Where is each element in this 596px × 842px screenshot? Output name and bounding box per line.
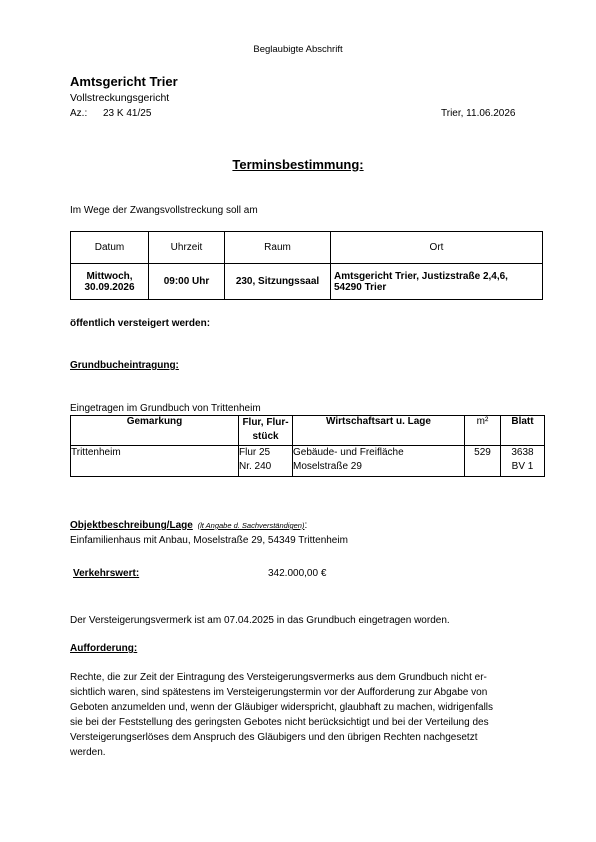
court-department: Vollstreckungsgericht <box>70 92 170 104</box>
header-blatt: Blatt <box>501 416 545 446</box>
object-note-suffix: : <box>304 520 308 531</box>
appointment-place <box>331 264 543 300</box>
request-paragraph <box>70 670 530 760</box>
appointment-place-line2: 54290 Trier <box>334 281 387 293</box>
auction-note: Der Versteigerungsvermerk ist am 07.04.2025 in das Grundbuch eingetragen worden. <box>70 615 450 626</box>
header-flur-line1: Flur, Flur- <box>242 417 289 428</box>
place-date: Trier, 11.06.2026 <box>441 108 516 119</box>
header-time: Uhrzeit <box>149 232 225 264</box>
appointment-header-row <box>71 232 543 264</box>
land-header-row <box>71 416 545 446</box>
request-line: sie bei der Feststellung des geringsten Gebotes nicht berücksichtigt und bei der Verteilung des <box>70 717 489 728</box>
appointment-weekday: Mittwoch, <box>86 270 133 282</box>
header-flur-line2: stück <box>252 431 279 442</box>
flur-line2: Nr. 240 <box>239 461 272 472</box>
flur-cell <box>239 446 293 477</box>
land-register-heading: Grundbucheintragung: <box>70 360 179 371</box>
file-number-label: Az.: <box>70 108 88 119</box>
header-place: Ort <box>331 232 543 264</box>
header-flur <box>239 416 293 446</box>
request-line: Rechte, die zur Zeit der Eintragung des Versteigerungsvermerks aus dem Grundbuch nicht er- <box>70 672 487 683</box>
appointment-date-value: 30.09.2026 <box>84 281 135 293</box>
market-value-label: Verkehrswert: <box>73 568 140 579</box>
wirtschaftsart-line1: Gebäude- und Freifläche <box>293 447 404 458</box>
appointment-table <box>70 231 543 300</box>
appointment-date <box>71 264 149 300</box>
header-wirtschaftsart: Wirtschaftsart u. Lage <box>293 416 465 446</box>
land-register-table <box>70 415 545 477</box>
object-note: (lt Angabe d. Sachverständigen) <box>197 521 305 530</box>
land-register-intro: Eingetragen im Grundbuch von Trittenheim <box>70 403 261 414</box>
file-number: 23 K 41/25 <box>103 108 152 119</box>
blatt-cell <box>501 446 545 477</box>
gemarkung-cell: Trittenheim <box>71 446 239 477</box>
appointment-time: 09:00 Uhr <box>149 264 225 300</box>
header-date: Datum <box>71 232 149 264</box>
appointment-room: 230, Sitzungssaal <box>225 264 331 300</box>
header-room: Raum <box>225 232 331 264</box>
intro-text: Im Wege der Zwangsvollstreckung soll am <box>70 205 258 216</box>
blatt-line2: BV 1 <box>511 461 534 472</box>
request-line: werden. <box>70 747 106 758</box>
request-line: Geboten anzumelden und, wenn der Gläubiger widerspricht, glaubhaft zu machen, widrigenfalls <box>70 702 494 713</box>
m2-cell: 529 <box>465 446 501 477</box>
request-heading: Aufforderung: <box>70 643 138 654</box>
land-row <box>71 446 545 477</box>
wirtschaftsart-cell <box>293 446 465 477</box>
object-heading-line <box>70 520 307 531</box>
court-name: Amtsgericht Trier <box>70 74 178 89</box>
page-title: Terminsbestimmung: <box>232 157 364 172</box>
market-value: 342.000,00 € <box>268 568 327 579</box>
auction-text: öffentlich versteigert werden: <box>70 318 211 329</box>
object-heading: Objektbeschreibung/Lage <box>70 520 193 531</box>
certified-copy-label: Beglaubigte Abschrift <box>253 44 343 55</box>
header-m2: m² <box>465 416 501 446</box>
object-description: Einfamilienhaus mit Anbau, Moselstraße 29, 54349 Trittenheim <box>70 535 348 546</box>
flur-line1: Flur 25 <box>239 447 271 458</box>
blatt-line1: 3638 <box>511 447 534 458</box>
appointment-row <box>71 264 543 300</box>
appointment-place-line1: Amtsgericht Trier, Justizstraße 2,4,6, <box>334 270 508 282</box>
request-line: Versteigerungserlöses dem Anspruch des Gläubigers und den übrigen Rechten nachgesetzt <box>70 732 478 743</box>
header-gemarkung: Gemarkung <box>71 416 239 446</box>
request-line: sichtlich waren, sind spätestens im Versteigerungstermin vor der Aufforderung zur Abgabe von <box>70 687 488 698</box>
wirtschaftsart-line2: Moselstraße 29 <box>293 461 362 472</box>
